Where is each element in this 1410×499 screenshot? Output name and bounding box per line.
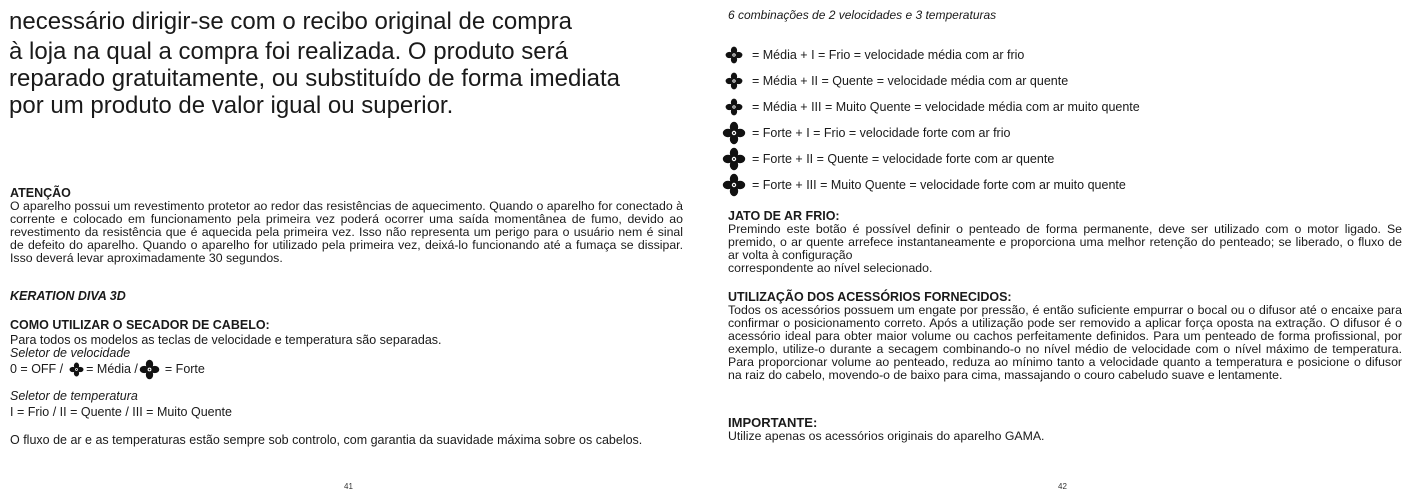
fan-medium-icon bbox=[725, 72, 743, 90]
fan-strong-icon bbox=[722, 147, 746, 171]
speed-medium-text: = Média / bbox=[86, 362, 138, 376]
combination-text: = Forte + II = Quente = velocidade forte com ar quente bbox=[752, 152, 1055, 166]
closing-paragraph: O fluxo de ar e as temperaturas estão sempre sob controlo, com garantia da suavidade máxima sobre os cabelos. bbox=[10, 433, 643, 447]
speed-strong-text: = Forte bbox=[164, 362, 205, 376]
combinations-heading: 6 combinações de 2 velocidades e 3 temperaturas bbox=[728, 8, 997, 22]
combination-row bbox=[722, 122, 1010, 144]
fan-strong-icon bbox=[722, 121, 746, 145]
combination-text: = Média + III = Muito Quente = velocidade média com ar muito quente bbox=[752, 100, 1140, 114]
combination-row bbox=[722, 96, 1140, 118]
fan-strong-icon bbox=[139, 359, 160, 380]
accessories-paragraph: Todos os acessórios possuem um engate por pressão, é então suficiente empurrar o bocal ou o difusor até o encaixe para confirmar o posicionamento correto. Após a utilização pode ser removido a aplicar força oposta na extração. O difusor é o acessório ideal para obter maior volume ou cachos perfeitamente definidos. Para um penteado de forma profissional, por exemplo, utilize-o durante a secagem combinando-o no nível médio de velocidade com o nível máximo de temperatura. Para proporcionar volume ao penteado, reduza ao mínimo tanto a velocidade quanto a temperatura e posicione o difusor na raiz do cabelo, movendo-o de baixo para cima, massajando o couro cabeludo suave e lentamente. bbox=[728, 303, 1402, 382]
intro-line-1: necessário dirigir-se com o recibo original de compra bbox=[9, 8, 572, 35]
atencao-heading: ATENÇÃO bbox=[10, 186, 71, 200]
cold-shot-paragraph-end: correspondente ao nível selecionado. bbox=[728, 261, 933, 275]
combination-row bbox=[722, 174, 1126, 196]
accessories-heading: UTILIZAÇÃO DOS ACESSÓRIOS FORNECIDOS: bbox=[728, 290, 1012, 304]
combination-row bbox=[722, 148, 1054, 170]
fan-medium-icon bbox=[69, 362, 84, 377]
speed-off-text: 0 = OFF / bbox=[10, 362, 64, 376]
page-number-left: 41 bbox=[344, 482, 353, 491]
cold-shot-heading: JATO DE AR FRIO: bbox=[728, 209, 840, 223]
speed-selector-label: Seletor de velocidade bbox=[10, 346, 131, 360]
temp-selector-label: Seletor de temperatura bbox=[10, 389, 138, 403]
right-page bbox=[718, 0, 1410, 499]
left-page bbox=[0, 0, 700, 499]
important-text: Utilize apenas os acessórios originais do aparelho GAMA. bbox=[728, 429, 1045, 443]
combination-row bbox=[722, 70, 1068, 92]
fan-strong-icon bbox=[722, 173, 746, 197]
combination-text: = Média + I = Frio = velocidade média com ar frio bbox=[752, 48, 1025, 62]
how-to-text: Para todos os modelos as teclas de velocidade e temperatura são separadas. bbox=[10, 333, 442, 347]
intro-line-4: por um produto de valor igual ou superior. bbox=[9, 92, 454, 119]
speed-selector-row bbox=[10, 358, 205, 380]
important-heading: IMPORTANTE: bbox=[728, 415, 818, 430]
temp-values: I = Frio / II = Quente / III = Muito Quente bbox=[10, 405, 232, 419]
combination-row bbox=[722, 44, 1024, 66]
combination-text: = Média + II = Quente = velocidade média com ar quente bbox=[752, 74, 1069, 88]
page-number-right: 42 bbox=[1058, 482, 1067, 491]
fan-medium-icon bbox=[725, 46, 743, 64]
model-heading: KERATION DIVA 3D bbox=[10, 289, 126, 303]
atencao-paragraph: O aparelho possui um revestimento protetor ao redor das resistências de aquecimento. Quando o aparelho for conectado à corrente e colocado em funcionamento pela primeira vez poderá ocorrer uma saída momentânea de fumo, devido ao revestimento da resistência que é aquecida pela primeira vez. Isso não representa um perigo para o usuário nem é sinal de defeito do aparelho. Quando o aparelho for utilizado pela primeira vez, deixá-lo funcionando até a fumaça se dissipar. Isso deverá levar aproximadamente 30 segundos. bbox=[10, 199, 683, 265]
combination-text: = Forte + III = Muito Quente = velocidade forte com ar muito quente bbox=[752, 178, 1126, 192]
fan-medium-icon bbox=[725, 98, 743, 116]
intro-line-3: reparado gratuitamente, ou substituído de forma imediata bbox=[9, 65, 621, 92]
how-to-heading: COMO UTILIZAR O SECADOR DE CABELO: bbox=[10, 318, 270, 332]
intro-line-2: à loja na qual a compra foi realizada. O produto será bbox=[9, 38, 568, 65]
cold-shot-paragraph: Premindo este botão é possível definir o penteado de forma permanente, deve ser utilizado com o motor ligado. Se premido, o ar quente arrefece instantaneamente e proporciona uma melhor retenção do penteado; se liberado, o fluxo de ar volta à configuração bbox=[728, 222, 1402, 262]
combination-text: = Forte + I = Frio = velocidade forte com ar frio bbox=[752, 126, 1011, 140]
